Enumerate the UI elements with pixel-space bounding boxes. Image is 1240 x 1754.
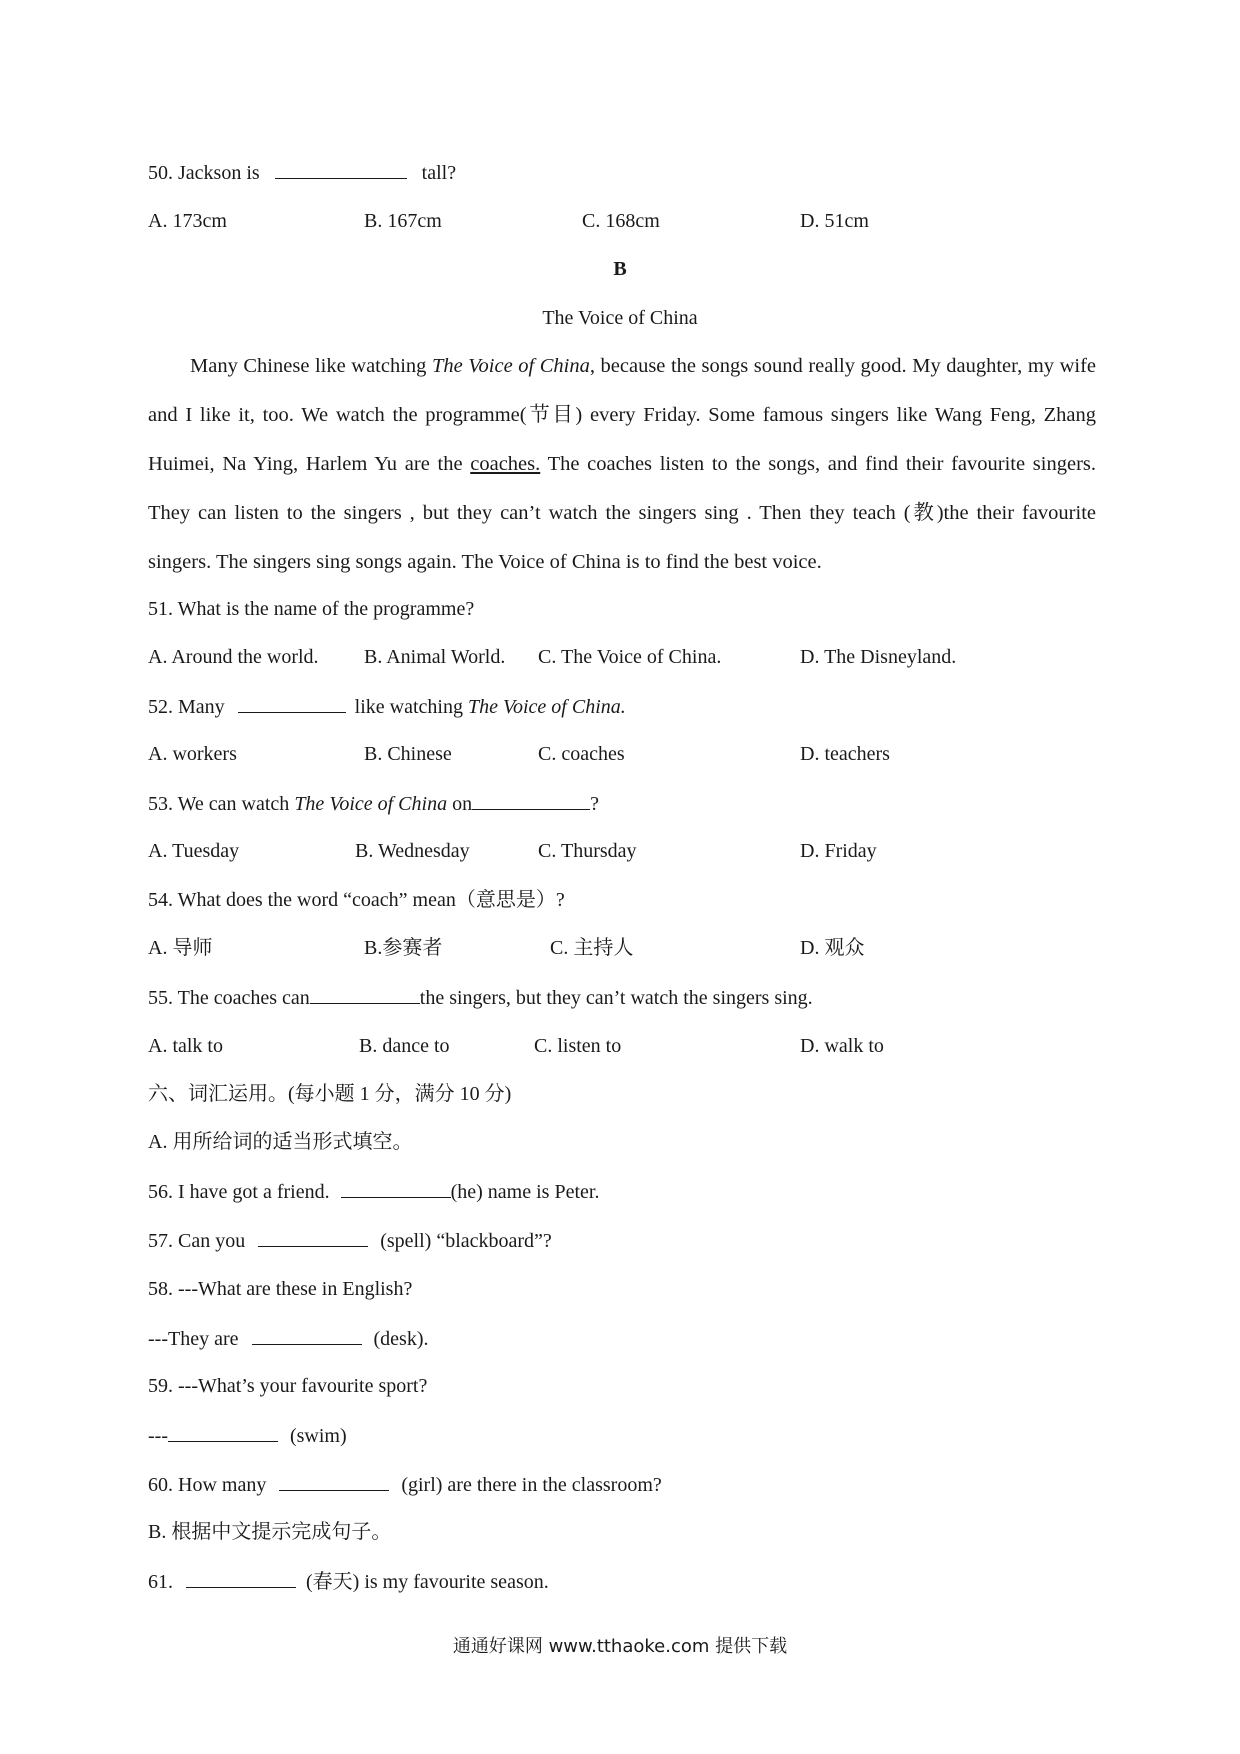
question-59-answer-line: --- (swim) bbox=[148, 1425, 347, 1447]
question-57: 57. Can you (spell) “blackboard”? bbox=[148, 1230, 552, 1252]
option-d: D. Friday bbox=[800, 840, 877, 862]
footer-watermark: 通通好课网 www.tthaoke.com 提供下载 bbox=[452, 1636, 788, 1657]
question-61: 61. (春天) is my favourite season. bbox=[148, 1571, 549, 1593]
option-d: D. 观众 bbox=[800, 937, 865, 959]
question-58: 58. ---What are these in English? bbox=[148, 1278, 413, 1300]
answer-blank[interactable] bbox=[310, 985, 420, 1004]
option-c: C. 主持人 bbox=[550, 937, 634, 959]
option-a: A. 173cm bbox=[148, 210, 227, 232]
option-b: B. Wednesday bbox=[355, 840, 470, 862]
option-d: D. 51cm bbox=[800, 210, 869, 232]
question-55: 55. The coaches can the singers, but they can’t watch the singers sing. bbox=[148, 987, 813, 1009]
passage: Many Chinese like watching The Voice of China, because the songs sound really good. My daughter, my wife and I like it, too. We watch the programme(节目) every Friday. Some famous singers like Wang Feng, Zhang Huimei, Na Ying, Harlem Yu are the coaches. The coaches listen to the songs, and find their favourite singers. They can listen to the singers , but they can’t watch the singers sing . Then they teach (教)the their favourite singers. The singers sing songs again. The Voice of China is to find the best voice. bbox=[148, 355, 1096, 573]
passage-title: The Voice of China bbox=[542, 307, 698, 329]
answer-blank[interactable] bbox=[341, 1179, 451, 1198]
option-d: D. The Disneyland. bbox=[800, 646, 957, 668]
question-52: 52. Many like watching The Voice of China. bbox=[148, 696, 626, 718]
option-b: B. Animal World. bbox=[364, 646, 506, 668]
question-50: 50. Jackson is tall? bbox=[148, 162, 457, 184]
option-b: B. Chinese bbox=[364, 743, 452, 765]
question-54: 54. What does the word “coach” mean（意思是）? bbox=[148, 889, 565, 911]
option-c: C. listen to bbox=[534, 1035, 622, 1057]
option-c: C. The Voice of China. bbox=[538, 646, 722, 668]
option-a: A. Around the world. bbox=[148, 646, 319, 668]
answer-blank[interactable] bbox=[168, 1423, 278, 1442]
answer-blank[interactable] bbox=[279, 1472, 389, 1491]
answer-blank[interactable] bbox=[252, 1326, 362, 1345]
option-b: B.参赛者 bbox=[364, 937, 443, 959]
answer-blank[interactable] bbox=[186, 1569, 296, 1588]
option-d: D. walk to bbox=[800, 1035, 884, 1057]
option-c: C. 168cm bbox=[582, 210, 660, 232]
option-a: A. 导师 bbox=[148, 937, 213, 959]
question-59: 59. ---What’s your favourite sport? bbox=[148, 1375, 428, 1397]
option-d: D. teachers bbox=[800, 743, 890, 765]
question-51: 51. What is the name of the programme? bbox=[148, 598, 475, 620]
answer-blank[interactable] bbox=[238, 694, 346, 713]
question-58-answer-line: ---They are (desk). bbox=[148, 1328, 429, 1350]
option-a: A. talk to bbox=[148, 1035, 223, 1057]
section-letter: B bbox=[613, 258, 627, 280]
answer-blank[interactable] bbox=[275, 160, 407, 179]
option-c: C. Thursday bbox=[538, 840, 637, 862]
question-53: 53. We can watch The Voice of China on ? bbox=[148, 793, 599, 815]
option-a: A. workers bbox=[148, 743, 237, 765]
section-heading: 六、词汇运用。(每小题 1 分，满分 10 分) bbox=[148, 1083, 512, 1105]
answer-blank[interactable] bbox=[258, 1228, 368, 1247]
option-b: B. dance to bbox=[359, 1035, 450, 1057]
part-b-instruction: B. 根据中文提示完成句子。 bbox=[148, 1521, 392, 1543]
option-c: C. coaches bbox=[538, 743, 625, 765]
answer-blank[interactable] bbox=[472, 791, 590, 810]
question-60: 60. How many (girl) are there in the classroom? bbox=[148, 1474, 662, 1496]
option-a: A. Tuesday bbox=[148, 840, 240, 862]
option-b: B. 167cm bbox=[364, 210, 442, 232]
question-56: 56. I have got a friend. (he) name is Peter. bbox=[148, 1181, 600, 1203]
part-a-instruction: A. 用所给词的适当形式填空。 bbox=[148, 1131, 413, 1153]
